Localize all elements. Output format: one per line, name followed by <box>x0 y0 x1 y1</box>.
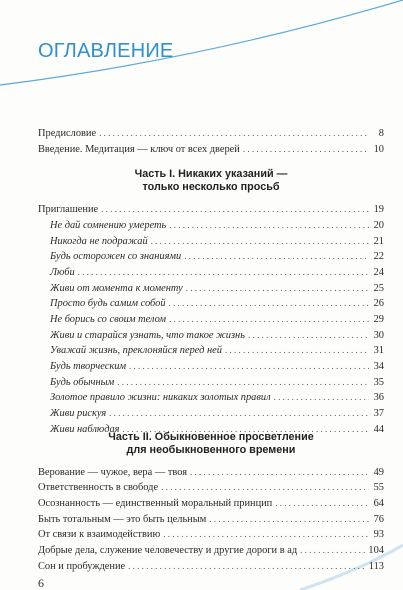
toc-entry-label: Живи рискуя <box>50 408 107 419</box>
toc-entry-label: Быть тотальным — это быть цельным <box>38 514 207 525</box>
part2-heading <box>38 431 384 457</box>
toc-entry <box>50 297 384 310</box>
dot-leader <box>163 528 369 541</box>
dot-leader <box>275 497 369 510</box>
dot-leader <box>169 313 369 326</box>
toc-entry-label: Ответственность в свободе <box>38 482 159 493</box>
toc-entry-label: Сон и пробуждение <box>38 561 126 572</box>
dot-leader <box>274 391 369 404</box>
part2-heading-line1: Часть II. Обыкновенное просветление <box>108 431 314 443</box>
dot-leader <box>169 297 369 310</box>
dot-leader <box>169 219 369 232</box>
toc-entry-page: 76 <box>373 514 384 525</box>
toc-entry-label: Введение. Медитация — ключ от всех дверей <box>38 144 240 155</box>
toc-entry <box>38 528 384 541</box>
toc-entry <box>38 203 384 216</box>
dot-leader <box>151 235 369 248</box>
part1-heading-line2: только несколько просьб <box>142 181 280 193</box>
toc-entry-page: 24 <box>373 267 384 278</box>
toc-entry <box>50 407 384 420</box>
dot-leader <box>161 481 369 494</box>
toc-entry-page: 30 <box>373 330 384 341</box>
toc-entry <box>38 497 384 510</box>
toc-entry-label: Предисловие <box>38 128 97 139</box>
toc-entry <box>50 344 384 357</box>
toc-entry-page: 35 <box>373 377 384 388</box>
dot-leader <box>186 282 369 295</box>
toc-entry <box>50 376 384 389</box>
toc-entry <box>50 391 384 404</box>
dot-leader <box>225 344 369 357</box>
toc-entry-label: Уважай жизнь, преклоняйся перед ней <box>50 345 222 356</box>
toc-entry-label: Живи от момента к моменту <box>50 283 183 294</box>
toc-entry <box>50 235 384 248</box>
toc-entry-label: Верование — чужое, вера — твоя <box>38 467 187 478</box>
toc-entry <box>50 313 384 326</box>
toc-entry-page: 49 <box>373 467 384 478</box>
toc-entry-label: Просто будь самим собой <box>50 298 166 309</box>
toc-entry-page: 37 <box>373 408 384 419</box>
toc-entry-page: 19 <box>373 204 384 215</box>
toc-entry-page: 31 <box>373 345 384 356</box>
toc-entry <box>50 329 384 342</box>
toc-entry-label: Люби <box>50 267 75 278</box>
toc-entry-label: Живи и старайся узнать, что такое жизнь <box>50 330 245 341</box>
toc-entry <box>38 466 384 479</box>
toc-entry-label: От связи к взаимодействию <box>38 529 161 540</box>
toc-entry <box>38 143 384 156</box>
dot-leader <box>117 376 369 389</box>
toc-entry-label: Приглашение <box>38 204 99 215</box>
toc-entry-label: Будь обычным <box>50 377 115 388</box>
toc-entry-page: 55 <box>373 482 384 493</box>
toc-entry <box>38 513 384 526</box>
toc-entry-label: Будь творческим <box>50 361 127 372</box>
part1-heading-line1: Часть I. Никаких указаний — <box>134 168 288 180</box>
toc-entry-page: 64 <box>373 498 384 509</box>
dot-leader <box>99 127 369 140</box>
toc-entry-label: Золотое правило жизни: никаких золотых правил <box>50 392 271 403</box>
toc-entry-page: 20 <box>373 220 384 231</box>
dot-leader <box>243 143 369 156</box>
dot-leader <box>78 266 369 279</box>
toc-entry-label: Никогда не подражай <box>50 236 148 247</box>
toc-entry-page: 10 <box>373 144 384 155</box>
dot-leader <box>129 360 369 373</box>
toc-entry <box>50 360 384 373</box>
toc-entry-page: 21 <box>373 236 384 247</box>
dot-leader <box>190 466 369 479</box>
toc-entry-label: Осознанность — единственный моральный принцип <box>38 498 273 509</box>
toc-entry <box>38 127 384 140</box>
toc-entry-label: Добрые дела, служение человечеству и другие дороги в ад <box>38 545 298 556</box>
toc-entry-label: Не дай сомнению умереть <box>50 220 167 231</box>
toc-entry <box>38 544 384 557</box>
toc-entry-label: Живи наблюдая <box>50 424 120 435</box>
toc-entry <box>50 250 384 263</box>
toc-entry <box>38 481 384 494</box>
toc-entry <box>50 219 384 232</box>
toc-entry <box>38 560 384 573</box>
toc-entry-page: 8 <box>378 128 384 139</box>
dot-leader <box>300 544 365 557</box>
part1-heading <box>38 168 384 194</box>
toc-entry <box>50 266 384 279</box>
dot-leader <box>248 329 369 342</box>
page-title: ОГЛАВЛЕНИЕ <box>38 40 174 62</box>
toc-entry-page: 44 <box>373 424 384 435</box>
toc-entry-label: Не борись со своим телом <box>50 314 167 325</box>
dot-leader <box>101 203 369 216</box>
toc-entry-page: 104 <box>368 545 384 556</box>
dot-leader <box>109 407 369 420</box>
dot-leader <box>209 513 369 526</box>
dot-leader <box>184 250 369 263</box>
part2-heading-line2: для необыкновенного времени <box>126 444 296 456</box>
dot-leader <box>128 560 366 573</box>
toc-entry <box>50 282 384 295</box>
toc-entry-page: 34 <box>373 361 384 372</box>
toc-entry-page: 93 <box>373 529 384 540</box>
toc-entry-page: 113 <box>368 561 384 572</box>
toc-entry-label: Будь осторожен со знаниями <box>50 251 182 262</box>
toc-entry-page: 22 <box>373 251 384 262</box>
toc-entry-page: 29 <box>373 314 384 325</box>
toc-entry-page: 36 <box>373 392 384 403</box>
page-number: 6 <box>38 576 44 590</box>
toc-entry-page: 26 <box>373 298 384 309</box>
toc-entry-page: 25 <box>373 283 384 294</box>
